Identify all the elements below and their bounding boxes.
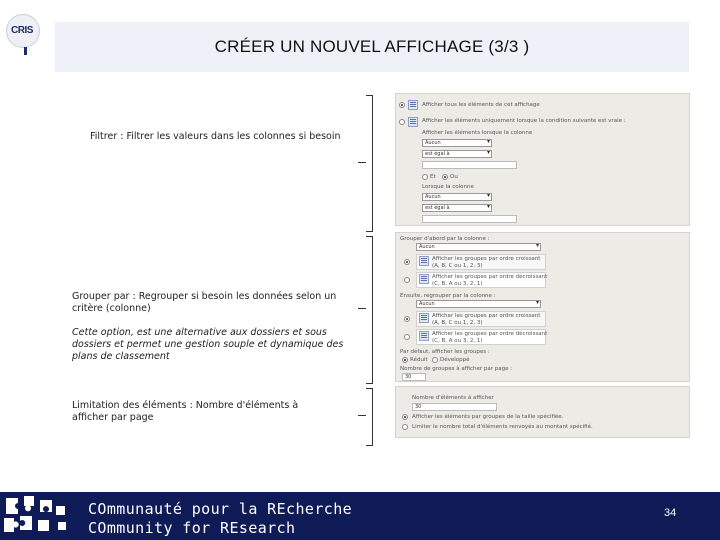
sort-asc-icon: [419, 256, 429, 266]
limit-batches-radio[interactable]: [402, 414, 408, 420]
filter-condition-1-select[interactable]: est égal à ▾: [422, 150, 492, 158]
title-banner: [55, 22, 689, 72]
option-note-line3: plans de classement: [72, 351, 170, 362]
group-desc-1-line2: (C, B, A ou 3, 2, 1): [432, 281, 483, 287]
filter-conditional-label: Afficher les éléments uniquement lorsque la condition suivante est vraie :: [422, 118, 626, 124]
group-second-select[interactable]: Aucun ▾: [416, 300, 541, 308]
footer-banner: [0, 492, 720, 540]
page-number: 34: [664, 507, 677, 519]
logo-mark: [24, 47, 27, 55]
footer-line-2: COmmunity for REsearch: [88, 519, 296, 537]
filter-column-2-select[interactable]: Aucun ▾: [422, 193, 492, 201]
sort-desc-icon: [419, 274, 429, 284]
group-first-select[interactable]: Aucun ▾: [416, 243, 541, 251]
group-note-line1: Grouper par : Regrouper si besoin les données selon un: [72, 291, 337, 302]
group-asc-2-radio[interactable]: [404, 316, 410, 322]
limit-batches-label: Afficher les éléments par groupes de la taille spécifiée.: [412, 414, 564, 420]
group-asc-2-line1: Afficher les groupes par ordre croissant: [432, 313, 541, 319]
filter-value-2-input[interactable]: [422, 215, 517, 223]
footer-line-1: COmmunauté pour la REcherche: [88, 500, 353, 518]
filter-panel: [395, 93, 690, 226]
limit-bracket: [366, 388, 373, 446]
group-second-label: Ensuite, regrouper par la colonne :: [400, 293, 496, 299]
group-count-label: Nombre de groupes à afficher par page :: [400, 366, 513, 372]
limit-count-input[interactable]: 30: [412, 403, 497, 411]
logo-text: CRIS: [11, 25, 33, 36]
option-note-line2: dossiers et permet une gestion souple et dynamique des: [72, 339, 344, 350]
limit-note-line1: Limitation des éléments : Nombre d'éléments à: [72, 400, 299, 411]
group-count-input[interactable]: 30: [402, 373, 426, 381]
filter-column-1-label: Afficher les éléments lorsque la colonne: [422, 130, 533, 136]
group-asc-1-line2: (A, B, C ou 1, 2, 3): [432, 263, 483, 269]
filter-condition-2-select[interactable]: est égal à ▾: [422, 204, 492, 212]
filter-conditional-radio[interactable]: [399, 119, 405, 125]
group-desc-2-line1: Afficher les groupes par ordre décroissant: [432, 331, 548, 337]
group-asc-2-line2: (A, B, C ou 1, 2, 3): [432, 320, 483, 326]
group-expanded-label: Développé: [440, 357, 470, 363]
group-collapsed-radio[interactable]: [402, 357, 408, 363]
filter-or-label: Ou: [450, 174, 458, 180]
group-panel: [395, 232, 690, 382]
filter-note: Filtrer : Filtrer les valeurs dans les colonnes si besoin: [90, 131, 341, 142]
filter-or-radio[interactable]: [442, 174, 448, 180]
limit-panel: [395, 386, 690, 438]
filter-value-1-input[interactable]: [422, 161, 517, 169]
filter-all-radio[interactable]: [399, 102, 405, 108]
group-bracket: [366, 236, 373, 384]
limit-note-line2: afficher par page: [72, 412, 154, 423]
group-desc-2-line2: (C, B, A ou 3, 2, 1): [432, 338, 483, 344]
filter-and-label: Et: [430, 174, 436, 180]
filter-column-2-label: Lorsque la colonne: [422, 184, 474, 190]
limit-total-radio[interactable]: [402, 424, 408, 430]
filter-and-radio[interactable]: [422, 174, 428, 180]
limit-bracket-tick: [358, 415, 366, 416]
group-desc-1-radio[interactable]: [404, 277, 410, 283]
group-collapsed-label: Réduit: [410, 357, 428, 363]
group-first-label: Grouper d'abord par la colonne :: [400, 236, 490, 242]
option-note-line1: Cette option, est une alternative aux dossiers et sous: [72, 327, 327, 338]
sort-asc-icon: [419, 313, 429, 323]
limit-count-label: Nombre d'éléments à afficher: [412, 395, 494, 401]
slide-title: CRÉER UN NOUVEL AFFICHAGE (3/3 ): [214, 37, 530, 56]
filter-column-1-select[interactable]: Aucun ▾: [422, 139, 492, 147]
group-expanded-radio[interactable]: [432, 357, 438, 363]
cris-logo: [6, 14, 40, 48]
group-note-line2: critère (colonne): [72, 303, 151, 314]
group-default-label: Par défaut, afficher les groupes :: [400, 349, 490, 355]
filter-bracket: [366, 95, 373, 232]
puzzle-pieces-icon: [0, 492, 75, 540]
list-icon: [408, 117, 418, 127]
filter-all-label: Afficher tous les éléments de cet affichage: [422, 102, 540, 108]
sort-desc-icon: [419, 331, 429, 341]
limit-total-label: Limiter le nombre total d'éléments renvoyés au montant spécifié.: [412, 424, 593, 430]
group-asc-1-line1: Afficher les groupes par ordre croissant: [432, 256, 541, 262]
group-asc-1-radio[interactable]: [404, 259, 410, 265]
group-desc-2-radio[interactable]: [404, 334, 410, 340]
group-bracket-tick: [358, 308, 366, 309]
group-desc-1-line1: Afficher les groupes par ordre décroissant: [432, 274, 548, 280]
filter-bracket-tick: [358, 162, 366, 163]
list-icon: [408, 100, 418, 110]
